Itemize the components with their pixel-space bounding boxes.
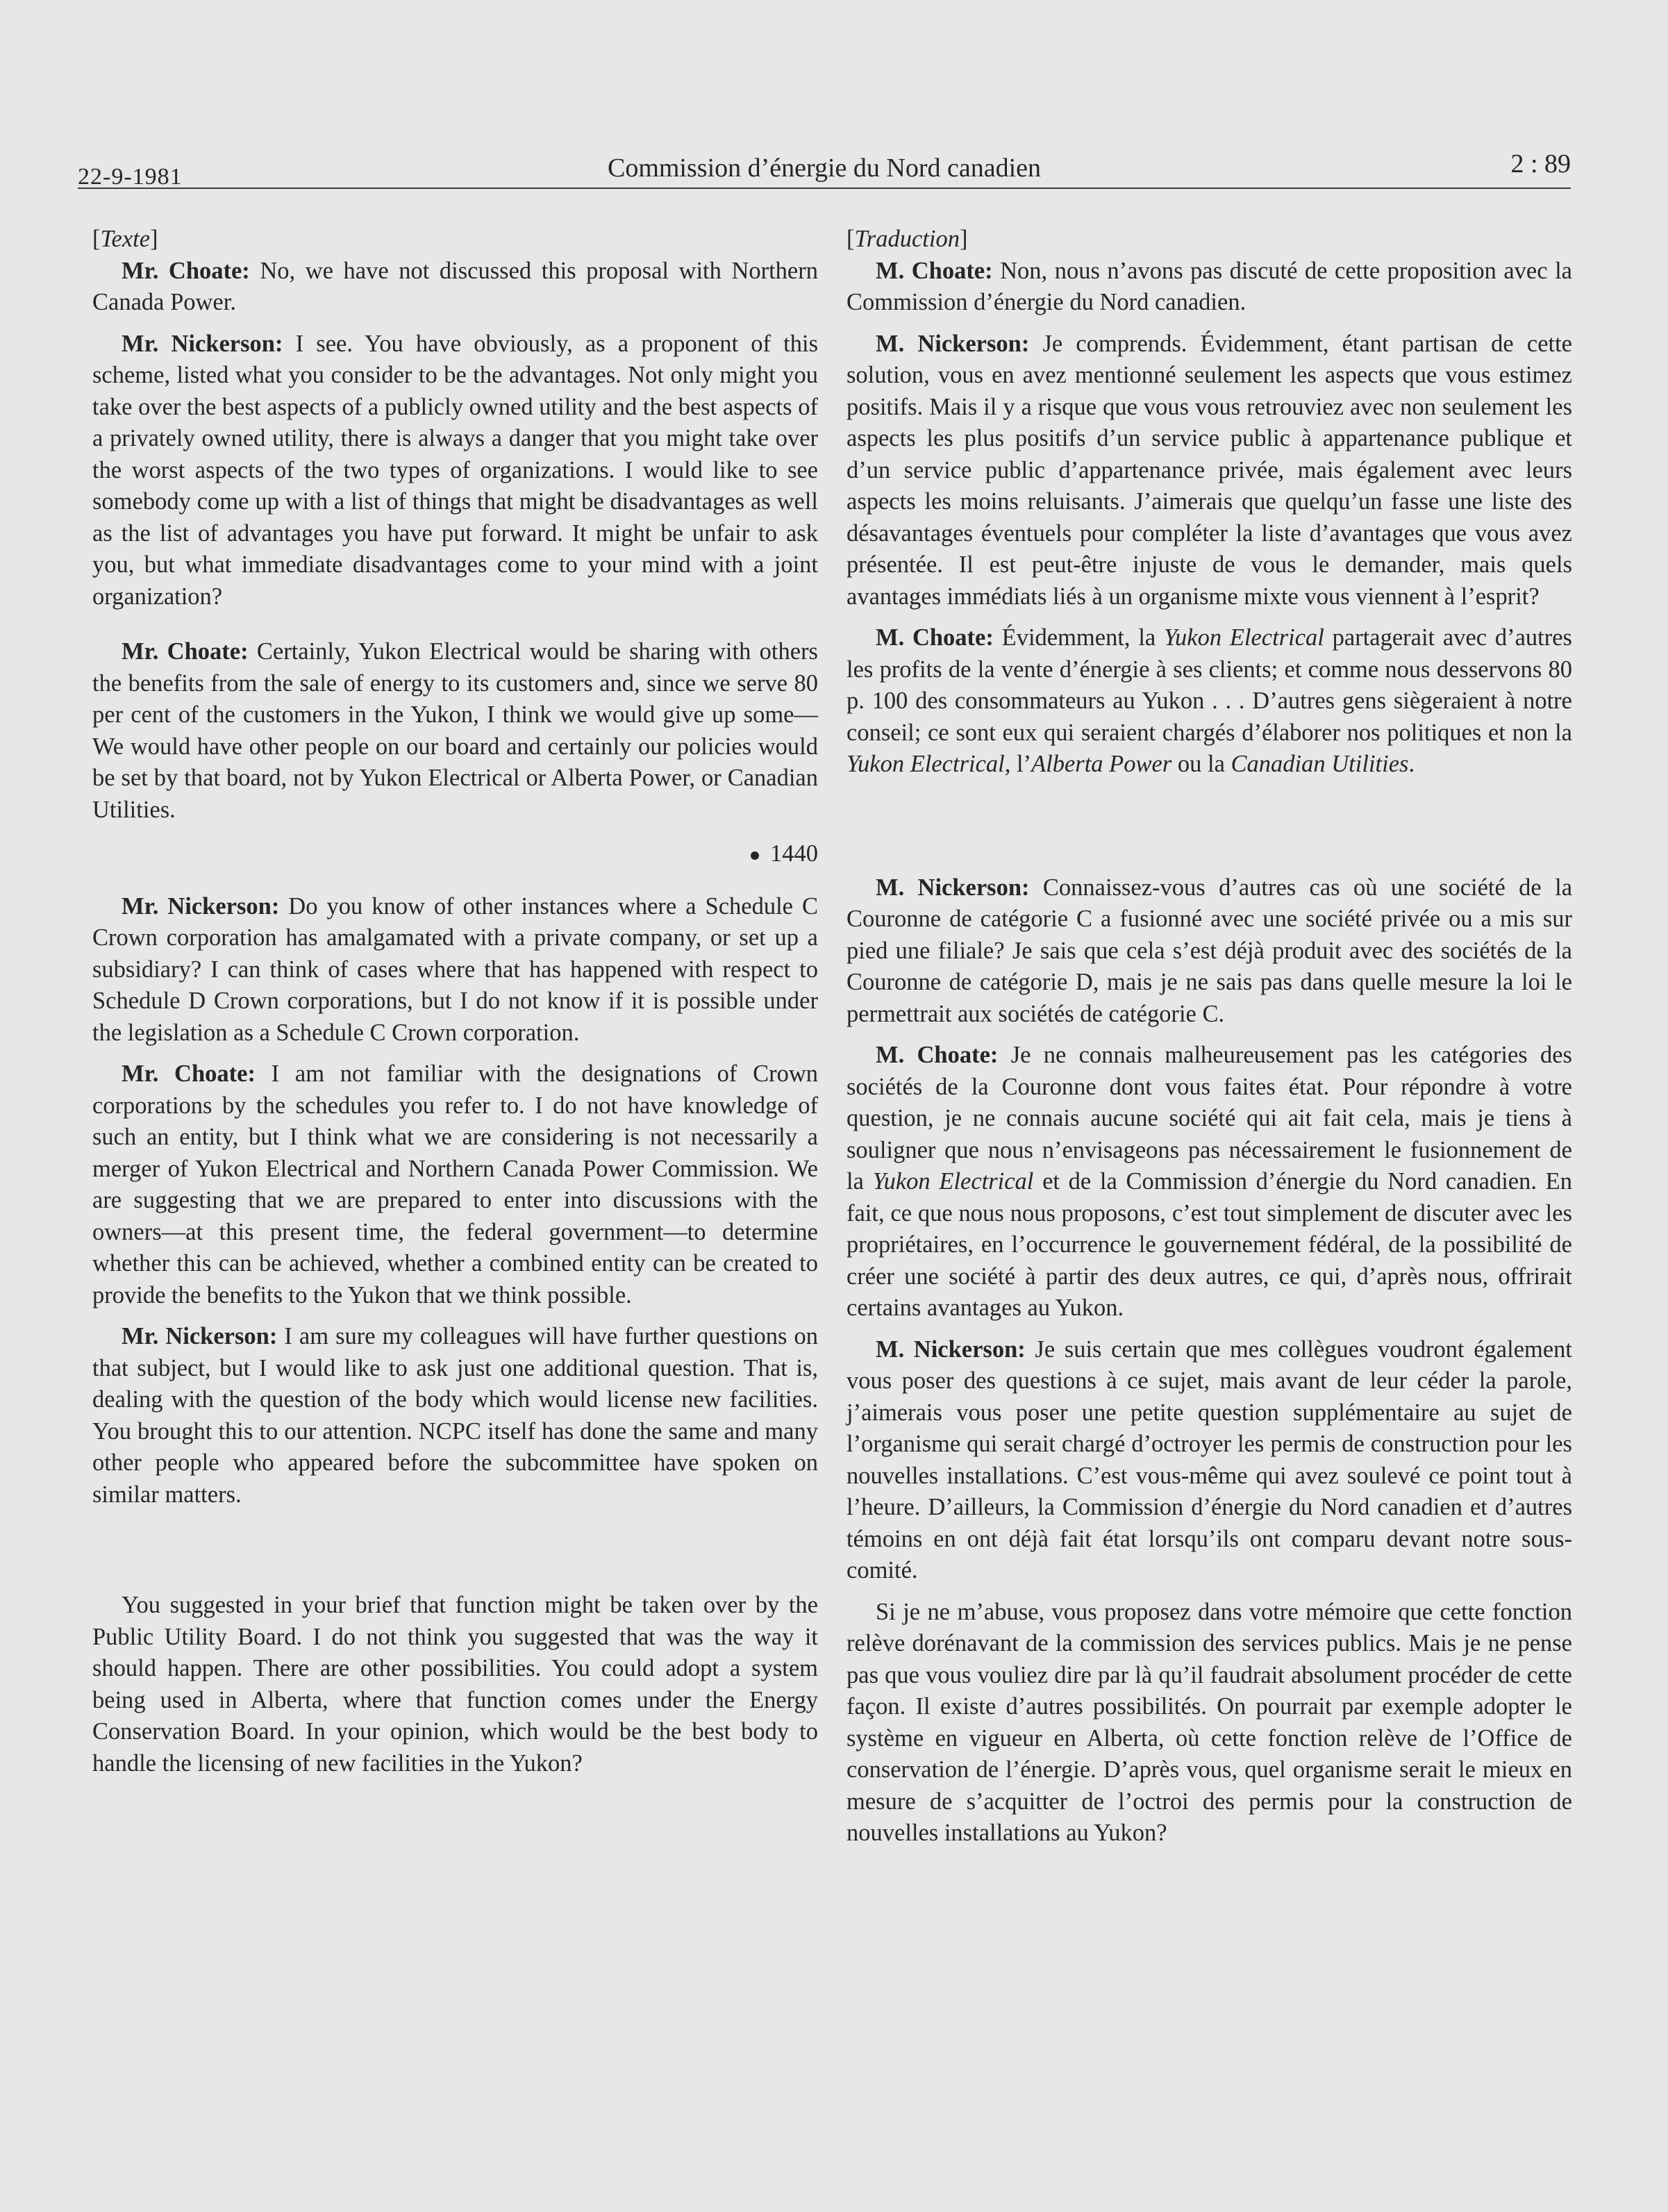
paragraph: You suggested in your brief that function might be taken over by the Public Utility Board. I do not think you suggested that was the way it should happen. There are other possibilities. You could adopt a system being used in Alberta, where that function comes under the Energy Conservation Board. In your opinion, which would be the best body to handle the licensing of new facilities in the Yukon? — [92, 1592, 818, 1777]
paragraph: Mr. Nickerson: I see. You have obviously, as a proponent of this scheme, listed what you consider to be the advantages. Not only might you take over the best aspects of a publicly owned utility and the best aspects of a privately owned utility, there is always a danger that you might take over the worst aspects of the two types of organizations. I would like to see somebody come up with a list of things that might be disadvantages as well as the list of advantages you have put forward. It might be unfair to ask you, but what immediate disadvantages come to your mind with a joint organization? — [92, 330, 818, 610]
speaker-label: M. Choate: — [876, 257, 993, 284]
paragraph: M. Choate: Évidemment, la Yukon Electrical partagerait avec d’autres les profits de la vente d’énergie à ses clients; et comme nous desservons 80 p. 100 des consommateurs au Yukon . . . D’autres gens siègeraient à notre conseil; ce sont eux qui seraient chargés d’élaborer nos politiques et non la Yukon Electrical, l’Alberta Power ou la Canadian Utilities. — [846, 624, 1572, 777]
language-tag: [Texte] — [92, 226, 158, 252]
speaker-label: Mr. Choate: — [122, 1061, 256, 1087]
speaker-label: M. Choate: — [876, 624, 994, 651]
speaker-label: Mr. Choate: — [122, 257, 250, 284]
speaker-label: Mr. Nickerson: — [122, 1323, 278, 1349]
paragraph: Mr. Choate: Certainly, Yukon Electrical would be sharing with others the benefits from the sale of energy to its customers and, since we serve 80 per cent of the customers in the Yukon, I think we would give up some—We would have other people on our board and certainly our policies would be set by that board, not by Yukon Electrical or Alberta Power, or Canadian Utilities. — [92, 638, 818, 823]
page-number: 2 : 89 — [1510, 149, 1571, 178]
speaker-label: M. Choate: — [876, 1042, 999, 1068]
header-title: Commission d’énergie du Nord canadien — [607, 153, 1042, 183]
speaker-label: M. Nickerson: — [876, 874, 1030, 901]
paragraph: M. Nickerson: Je suis certain que mes collègues voudront également vous poser des questions à ce sujet, mais avant de leur céder la parole, j’aimerais vous poser une petite question supplémentaire au sujet de l’organisme qui serait chargé d’octroyer les permis de construction pour les nouvelles installations. C’est vous-même qui avez soulevé ce point tout à l’heure. D’ailleurs, la Commission d’énergie du Nord canadien et d’autres témoins en ont déjà fait état lorsqu’ils ont comparu devant notre sous-comité. — [846, 1336, 1573, 1583]
speaker-label: Mr. Nickerson: — [122, 892, 280, 920]
bullet-icon — [751, 851, 759, 860]
speaker-label: M. Nickerson: — [876, 330, 1030, 357]
paragraph: Si je ne m’abuse, vous proposez dans votre mémoire que cette fonction relève dorénavant de la commission des services publics. Mais je ne pense pas que vous vouliez dire par là qu’il faudrait absolument procéder de cette façon. Il existe d’autres possibilités. On pourrait par exemple adopter le système en vigueur en Alberta, où cette fonction relève de l’Office de conservation de l’énergie. D’après vous, quel organisme serait le mieux en mesure de s’acquitter de l’octroi des permis pour la construction de nouvelles installations au Yukon? — [846, 1598, 1572, 1846]
paragraph: Mr. Nickerson: Do you know of other instances where a Schedule C Crown corporation has amalgamated with a private company, or set up a subsidiary? I can think of cases where that has happened with respect to Schedule D Crown corporations, but I do not know if it is possible under the legislation as a Schedule C Crown corporation. — [92, 892, 818, 1046]
language-tag: [Traduction] — [846, 226, 968, 252]
paragraph: M. Nickerson: Je comprends. Évidemment, étant partisan de cette solution, vous en avez mentionné seulement les aspects que vous estimez positifs. Mais il y a risque que vous vous retrouviez avec non seulement les aspects les plus positifs d’un service public à appartenance publique et d’un service public d’appartenance privée, mais également avec leurs aspects les moins reluisants. J’aimerais que quelqu’un fasse une liste des désavantages éventuels pour compléter la liste d’avantages que vous avez présentée. Il est peut-être injuste de vous le demander, mais quels avantages immédiats liés à un organisme mixte vous viennent à l’esprit? — [846, 330, 1572, 610]
french-column — [846, 224, 1572, 1859]
paragraph: Mr. Choate: No, we have not discussed this proposal with Northern Canada Power. — [92, 257, 818, 315]
paragraph: Mr. Nickerson: I am sure my colleagues will have further questions on that subject, but I would like to ask just one additional question. That is, dealing with the question of the body which would license new facilities. You brought this to our attention. NCPC itself has done the same and many other people who appeared before the subcommittee have spoken on similar matters. — [92, 1323, 819, 1508]
time-marker: 1440 — [92, 838, 818, 870]
paragraph: M. Choate: Non, nous n’avons pas discuté de cette proposition avec la Commission d’énergie du Nord canadien. — [846, 257, 1572, 315]
header-date: 22-9-1981 — [78, 164, 183, 190]
english-column — [92, 224, 818, 1789]
running-header — [78, 146, 1571, 189]
paragraph: M. Nickerson: Connaissez-vous d’autres cas où une société de la Couronne de catégorie C a fusionné avec une société privée ou a mis sur pied une filiale? Je sais que cela s’est déjà produit avec des sociétés de la Couronne de catégorie D, mais je ne sais pas dans quelle mesure la loi le permettrait aux sociétés de catégorie C. — [846, 874, 1573, 1027]
speaker-label: Mr. Nickerson: — [122, 330, 283, 357]
paragraph: Mr. Choate: I am not familiar with the designations of Crown corporations by the schedules you refer to. I do not have knowledge of such an entity, but I think what we are considering is not necessarily a merger of Yukon Electrical and Northern Canada Power Commission. We are suggesting that we are prepared to enter into discussions with the owners—at this present time, the federal government—to determine whether this can be achieved, whether a combined entity can be created to provide the benefits to the Yukon that we think possible. — [92, 1061, 818, 1308]
speaker-label: Mr. Choate: — [122, 638, 249, 665]
speaker-label: M. Nickerson: — [876, 1336, 1026, 1363]
paragraph: M. Choate: Je ne connais malheureusement pas les catégories des sociétés de la Couronne dont vous faites état. Pour répondre à votre question, je ne connais aucune société qui ait fait cela, mais je tiens à souligner que nous n’envisageons pas nécessairement le fusionnement de la Yukon Electrical et de la Commission d’énergie du Nord canadien. En fait, ce que nous nous proposons, c’est tout simplement de discuter avec les propriétaires, en l’occurrence le gouvernement fédéral, de la possibilité de créer une société à partir des deux autres, ce qui, d’après nous, offrirait certains avantages au Yukon. — [846, 1042, 1572, 1321]
